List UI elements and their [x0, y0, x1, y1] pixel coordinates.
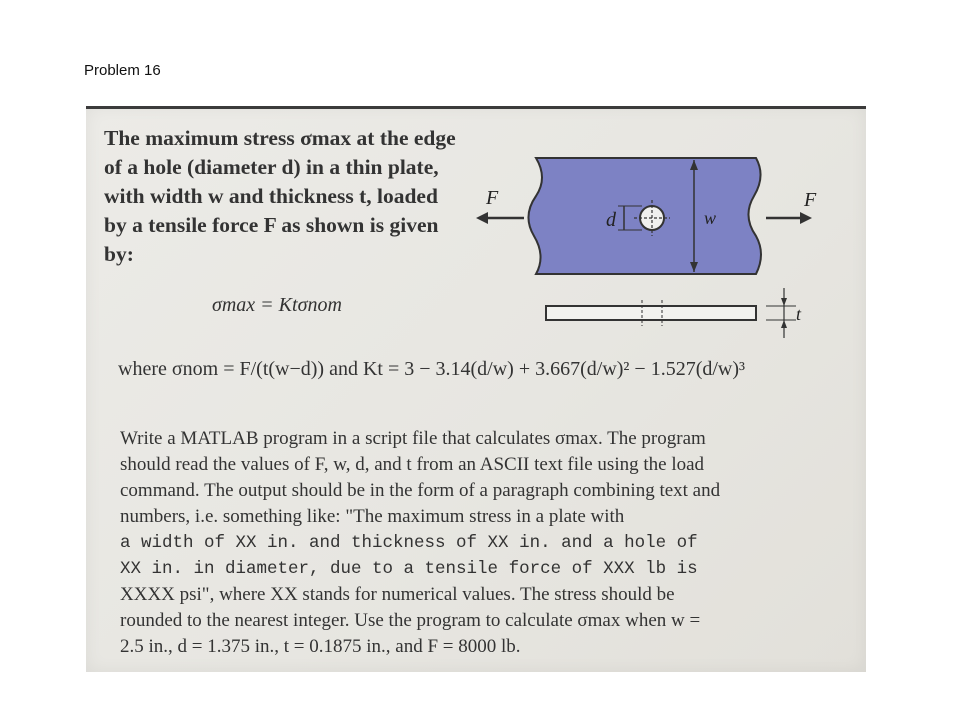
- task-line: numbers, i.e. something like: "The maximum stress in a plate with: [120, 506, 625, 527]
- task-line: rounded to the nearest integer. Use the program to calculate σmax when w =: [120, 610, 701, 631]
- task-line: 2.5 in., d = 1.375 in., t = 0.1875 in., and F = 8000 lb.: [120, 636, 521, 657]
- task-line: XX in. in diameter, due to a tensile force of XXX lb is: [120, 559, 698, 579]
- problem-intro: [104, 124, 474, 269]
- photo-top-edge: [86, 106, 866, 109]
- task-description: [120, 426, 850, 660]
- nominal-stress-formula: where σnom = F/(t(w−d)) and Kt = 3 − 3.14(d/w) + 3.667(d/w)² − 1.527(d/w)³: [118, 358, 746, 380]
- task-line: command. The output should be in the form of a paragraph combining text and: [120, 480, 721, 501]
- task-line: a width of XX in. and thickness of XX in. and a hole of: [120, 533, 698, 553]
- problem-heading: Problem 16: [84, 62, 161, 79]
- label-w: w: [704, 208, 717, 228]
- label-d: d: [606, 209, 616, 231]
- intro-line: by:: [104, 242, 134, 266]
- label-F-left: F: [486, 187, 499, 209]
- label-t: t: [796, 304, 802, 324]
- task-line: Write a MATLAB program in a script file that calculates σmax. The program: [120, 428, 706, 449]
- stress-formula: σmax = Ktσnom: [212, 294, 342, 316]
- intro-line: with width w and thickness t, loaded: [104, 184, 438, 208]
- plate-side-view: [546, 306, 756, 320]
- intro-line: of a hole (diameter d) in a thin plate,: [104, 155, 439, 179]
- problem-photo: [86, 106, 866, 672]
- task-line: XXXX psi", where XX stands for numerical values. The stress should be: [120, 584, 675, 605]
- intro-line: The maximum stress σmax at the edge: [104, 126, 456, 150]
- intro-line: by a tensile force F as shown is given: [104, 213, 439, 237]
- label-F-right: F: [804, 189, 817, 211]
- task-line: should read the values of F, w, d, and t from an ASCII text file using the load: [120, 454, 705, 475]
